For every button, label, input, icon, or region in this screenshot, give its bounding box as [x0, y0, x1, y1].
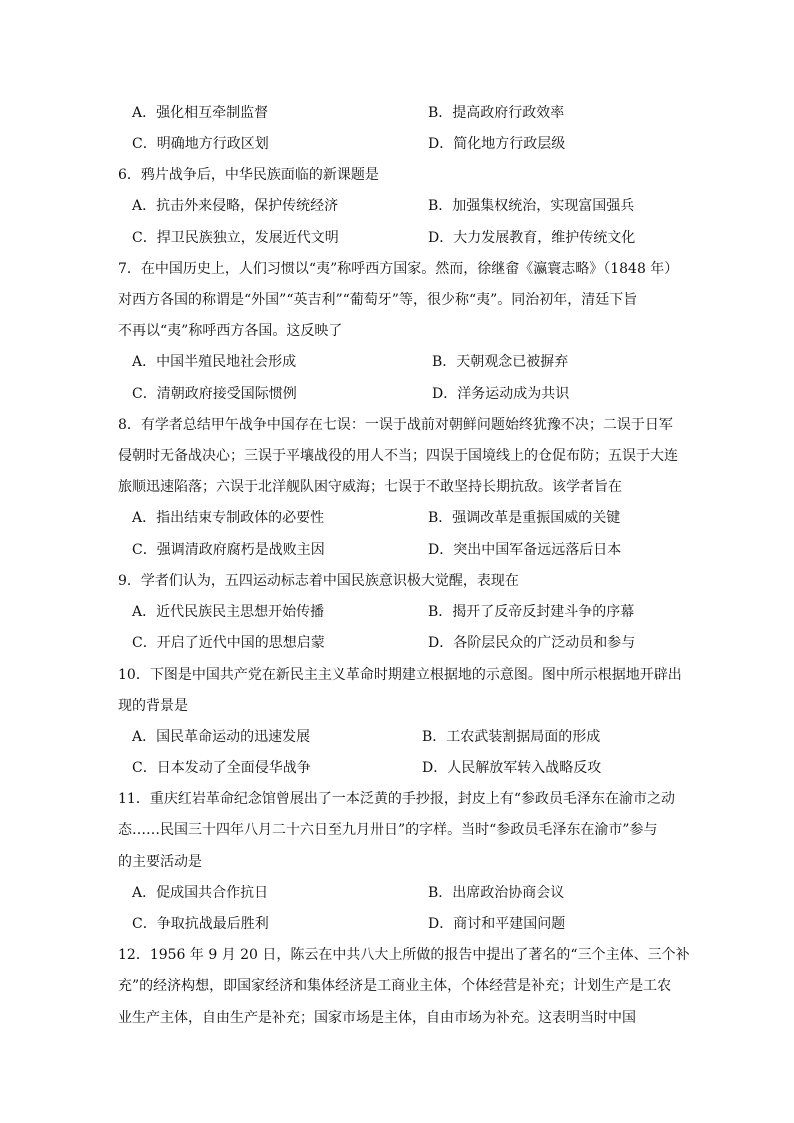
q10-stem-line-1: 10．下图是中国共产党在新民主主义革命时期建立根据地的示意图。图中所示根据地开辟出: [118, 667, 682, 683]
q10-stem-line-2: 现的背景是: [118, 698, 188, 714]
q9-stem-line-1: 9．学者们认为，五四运动标志着中国民族意识极大觉醒，表现在: [118, 573, 519, 589]
q8-stem-line-3: 旅顺迅速陷落；六误于北洋舰队困守威海；七误于不敢坚持长期抗敌。该学者旨在: [118, 479, 622, 495]
q6-option-d: D．大力发展教育，维护传统文化: [428, 230, 636, 246]
q7-option-c: C．清朝政府接受国际惯例: [132, 386, 297, 402]
q6-option-b: B．加强集权统治，实现富国强兵: [428, 198, 635, 214]
q9-option-c: C．开启了近代中国的思想启蒙: [132, 635, 325, 651]
q12-stem-line-1: 12．1956 年 9 月 20 日，陈云在中共八大上所做的报告中提出了著名的“三个主体、三个补: [118, 947, 690, 963]
q7-stem-line-2: 对西方各国的称谓是“外国”“英吉利”“葡萄牙”等，很少称“夷”。同治初年，清廷下旨: [118, 292, 638, 308]
q11-option-b: B．出席政治协商会议: [428, 885, 565, 901]
q5-option-b: B．提高政府行政效率: [428, 105, 565, 121]
q12-stem-line-3: 业生产主体，自由生产是补充；国家市场是主体，自由市场为补充。这表明当时中国: [118, 1010, 636, 1026]
q10-option-c: C．日本发动了全面侵华战争: [132, 760, 311, 776]
q8-option-d: D．突出中国军备远远落后日本: [428, 542, 622, 558]
q9-option-a: A．近代民族民主思想开始传播: [132, 604, 325, 620]
q6-option-a: A．抗击外来侵略，保护传统经济: [132, 198, 339, 214]
q8-option-b: B．强调改革是重振国威的关键: [428, 510, 621, 526]
q8-stem-line-2: 侵朝时无备战决心；三误于平壤战役的用人不当；四误于国境线上的仓促布防；五误于大连: [118, 448, 678, 464]
q7-option-d: D．洋务运动成为共识: [432, 386, 570, 402]
q5-option-c: C．明确地方行政区划: [132, 136, 269, 152]
q9-option-b: B．揭开了反帝反封建斗争的序幕: [428, 604, 635, 620]
q5-option-a: A．强化相互牵制监督: [132, 105, 269, 121]
q5-option-d: D．简化地方行政层级: [428, 136, 566, 152]
q7-stem-line-3: 不再以“夷”称呼西方各国。这反映了: [118, 323, 343, 339]
q8-option-a: A．指出结束专制政体的必要性: [132, 510, 325, 526]
q11-option-d: D．商讨和平建国问题: [428, 916, 566, 932]
q11-stem-line-1: 11．重庆红岩革命纪念馆曾展出了一本泛黄的手抄报，封皮上有“参政员毛泽东在渝市之动: [118, 791, 675, 807]
q10-option-b: B．工农武装割据局面的形成: [422, 729, 601, 745]
q11-stem-line-3: 的主要活动是: [118, 854, 202, 870]
q10-option-d: D．人民解放军转入战略反攻: [422, 760, 602, 776]
q7-option-b: B．天朝观念已被摒弃: [432, 354, 569, 370]
q8-stem-line-1: 8．有学者总结甲午战争中国存在七误：一误于战前对朝鲜问题始终犹豫不决；二误于日军: [118, 417, 673, 433]
q12-stem-line-2: 充”的经济构想，即国家经济和集体经济是工商业主体，个体经营是补充；计划生产是工农: [118, 978, 672, 994]
q7-stem-line-1: 7．在中国历史上，人们习惯以“夷”称呼西方国家。然而，徐继畲《瀛寰志略》（1848 年）: [118, 261, 679, 277]
q8-option-c: C．强调清政府腐朽是战败主因: [132, 542, 325, 558]
q6-stem-line-1: 6．鸦片战争后，中华民族面临的新课题是: [118, 167, 379, 183]
q9-option-d: D．各阶层民众的广泛动员和参与: [428, 635, 636, 651]
q11-option-a: A．促成国共合作抗日: [132, 885, 269, 901]
q11-stem-line-2: 态……民国三十四年八月二十六日至九月卅日”的字样。当时“参政员毛泽东在渝市”参与: [118, 822, 658, 838]
q11-option-c: C．争取抗战最后胜利: [132, 916, 269, 932]
q6-option-c: C．捍卫民族独立，发展近代文明: [132, 230, 339, 246]
q10-option-a: A．国民革命运动的迅速发展: [132, 729, 311, 745]
q7-option-a: A．中国半殖民地社会形成: [132, 354, 297, 370]
